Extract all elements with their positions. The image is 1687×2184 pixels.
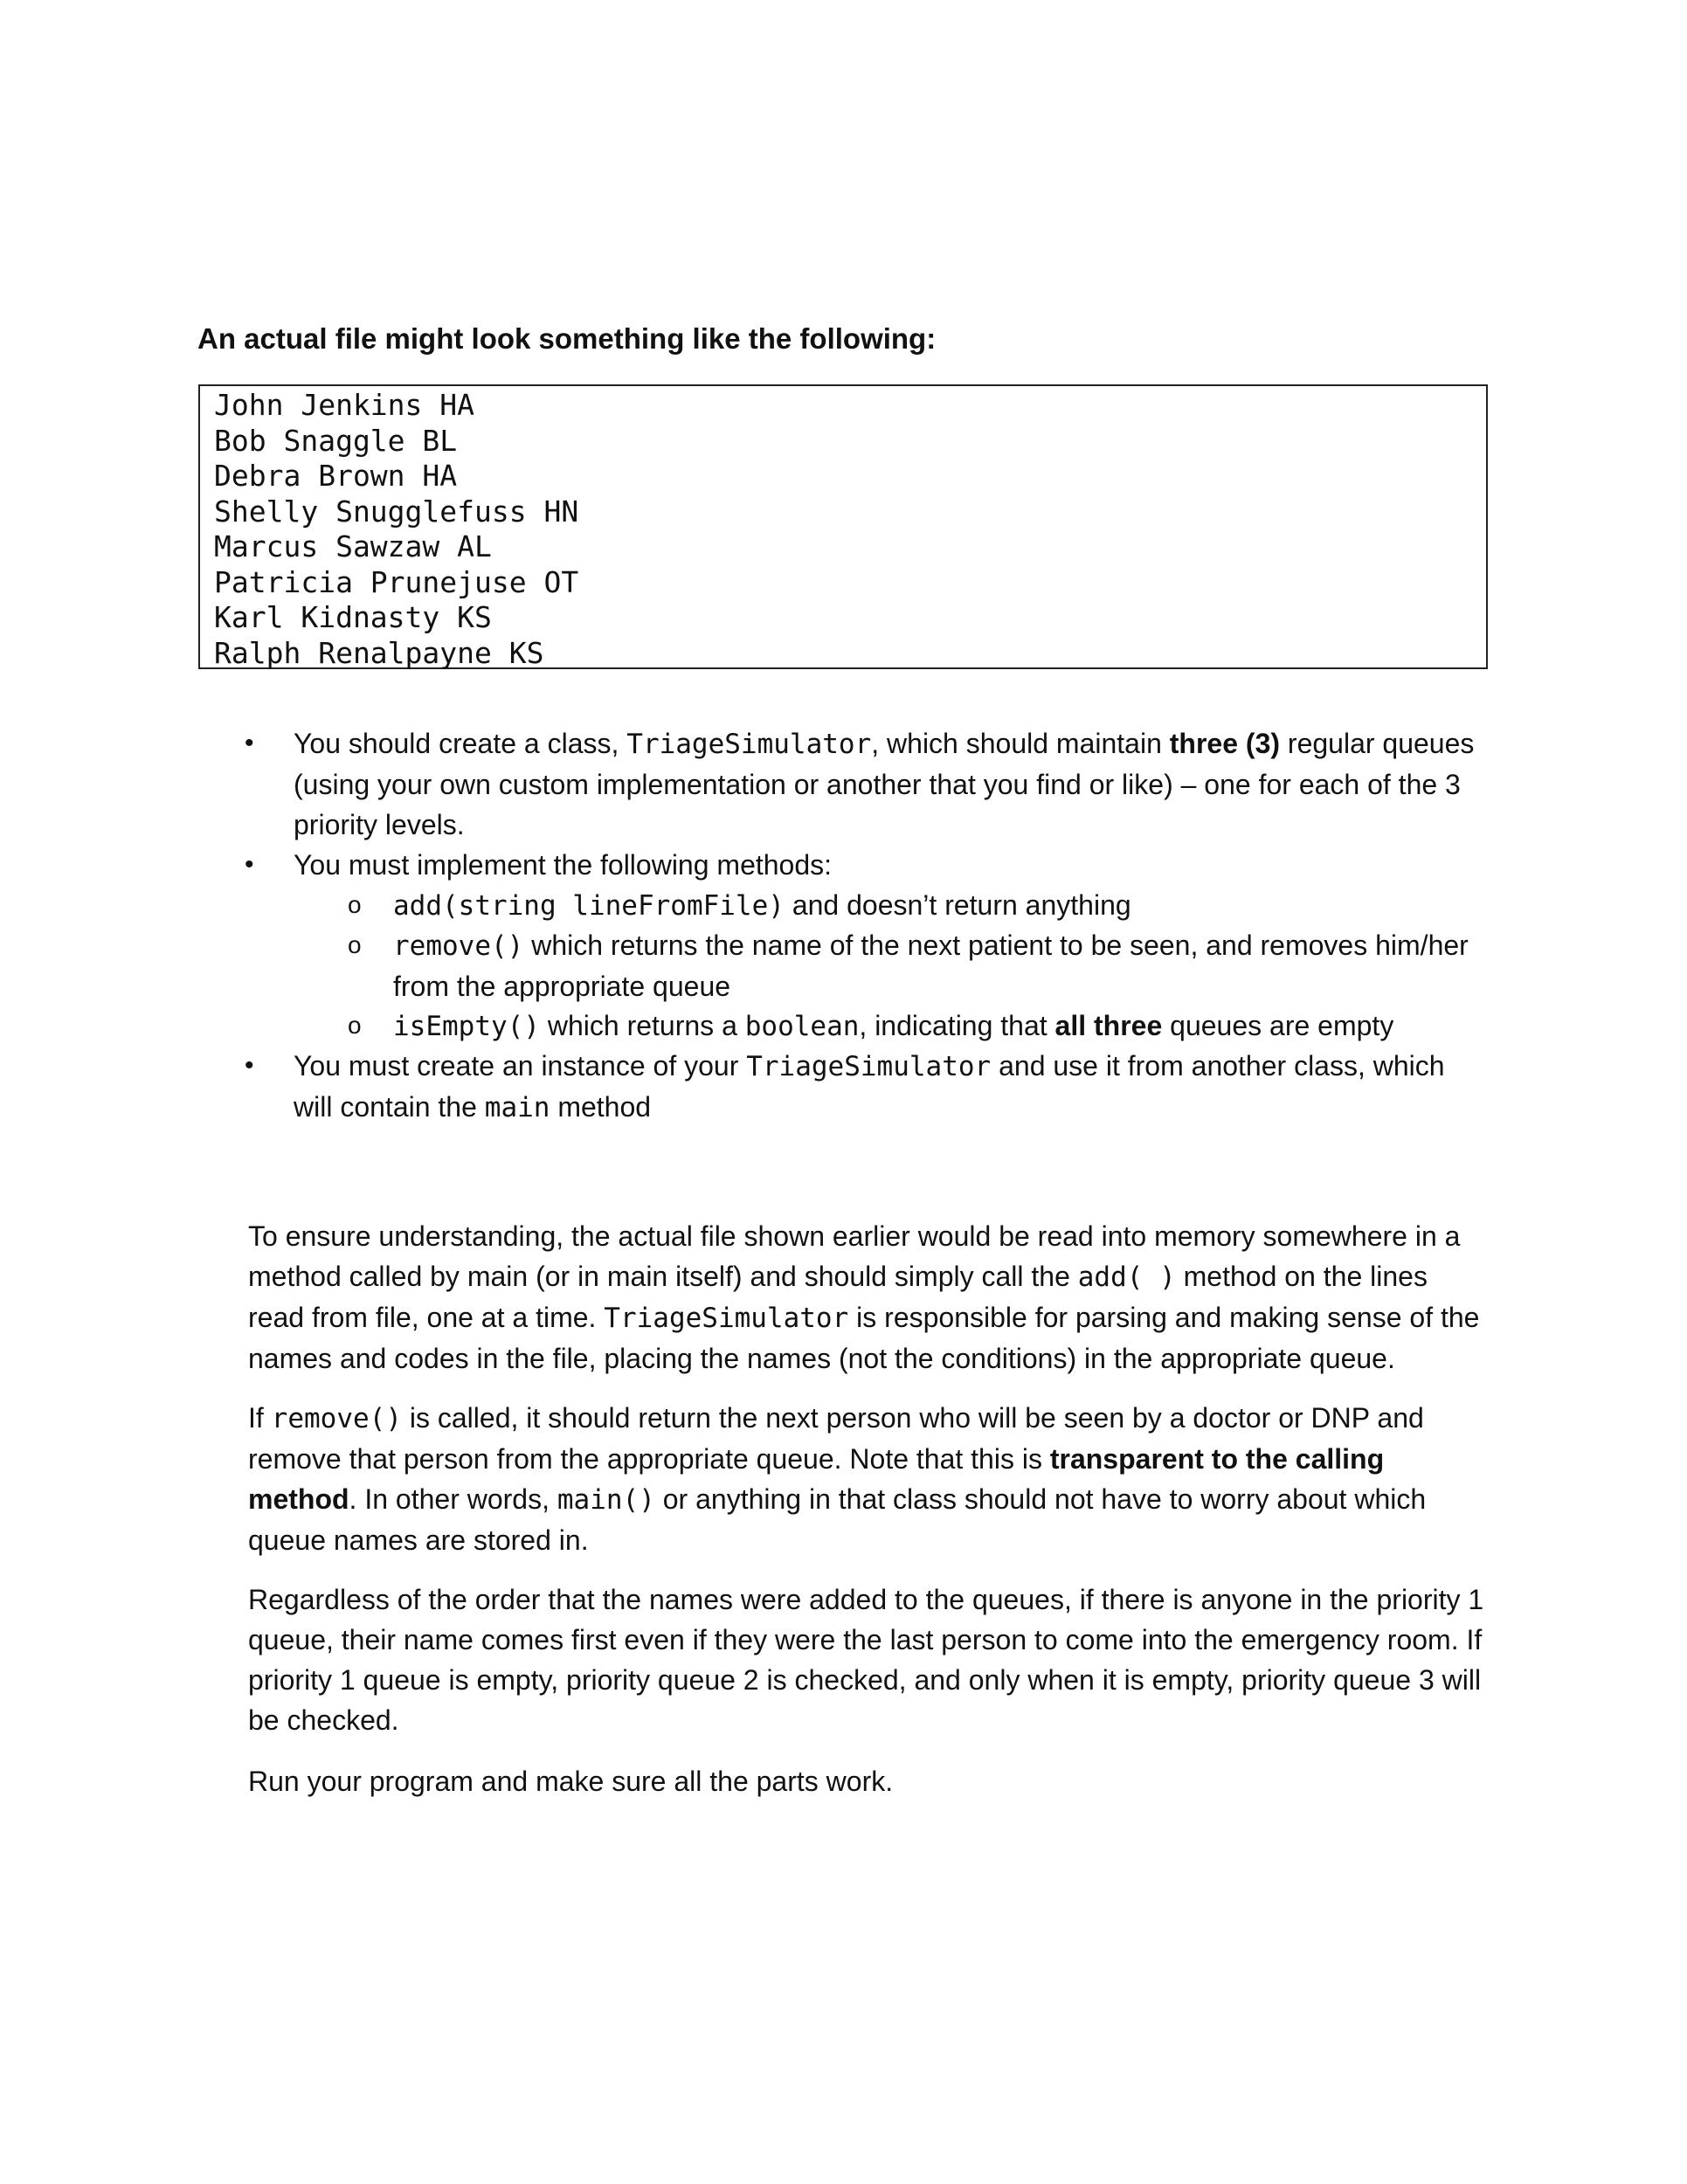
bullet-icon: • [245,729,254,757]
sub-bullet-text [393,925,1490,1006]
bold-run: three (3) [1169,728,1281,759]
code-run: isEmpty() [393,1011,540,1042]
example-file-box [198,384,1488,669]
file-line: Marcus Sawzaw AL [214,529,492,563]
sub-bullet-icon: o [348,891,362,918]
bullet-icon: • [245,1051,254,1080]
text-run: method [550,1091,652,1123]
code-run: TriageSimulator [604,1303,849,1334]
section-heading: An actual file might look something like the following: [197,322,937,355]
text-run: is called, it should return the next person who will be seen by a doctor or DNP and remove that person from the appropriate queue. Note that this is [248,1402,1424,1475]
sub-bullet-text [393,885,1490,926]
bullet-text [294,1046,1490,1128]
text-run: method on the lines read from file, one at a time. [248,1261,1428,1333]
file-line: Ralph Renalpayne KS [214,635,544,670]
bullet-text: You must implement the following methods: [294,849,833,881]
text-run: which returns a [539,1010,745,1041]
sub-bullet-icon: o [348,1012,362,1039]
paragraph: Run your program and make sure all the parts work. [248,1766,894,1797]
text-run: You should create a class, [294,728,627,759]
code-run: add(string lineFromFile) [393,890,785,922]
text-run: You must create an instance of your [294,1050,747,1082]
bullet-icon: • [245,850,254,879]
text-run: . In other words, [349,1483,557,1515]
code-run: boolean [744,1011,860,1042]
text-run: and use it from another class, which will contain the [294,1050,1445,1123]
bold-run: all three [1054,1010,1163,1041]
text-run: , indicating that [859,1010,1055,1041]
text-run: and doesn’t return anything [784,889,1131,921]
text-run: regular queues (using your own custom implementation or another that you find or like) – one for each of the 3 priority levels. [294,728,1475,840]
code-run: TriageSimulator [746,1051,992,1082]
code-run: add( ) [1077,1261,1176,1293]
file-line: Karl Kidnasty KS [214,600,492,634]
code-run: main() [557,1484,655,1516]
text-run: or anything in that class should not have to worry about which queue names are stored in. [248,1483,1427,1556]
text-run: To ensure understanding, the actual file shown earlier would be read into memory somewhere in a method called by main (or in main itself) and should simply call the [248,1220,1461,1292]
bullet-text [294,723,1490,845]
file-line: Shelly Snugglefuss HN [214,494,579,529]
text-run: , which should maintain [871,728,1170,759]
code-run: remove() [271,1403,402,1434]
code-run: remove() [393,930,524,962]
file-line: Debra Brown HA [214,459,458,493]
sub-bullet-text [393,1006,1490,1047]
paragraph: Regardless of the order that the names were added to the queues, if there is anyone in the priority 1 queue, their name comes first even if they were the last person to come into the emergency room. If priority 1 queue is empty, priority queue 2 is checked, and only when it is empty, priority queue 3 will be checked. [248,1584,1484,1736]
paragraph [248,1398,1489,1560]
text-run: is responsible for parsing and making sense of the names and codes in the file, placing the names (not the conditions) in the appropriate queue. [248,1302,1480,1374]
text-run: which returns the name of the next patient to be seen, and removes him/her from the appropriate queue [393,930,1469,1002]
sub-bullet-icon: o [348,931,362,958]
text-run: If [248,1402,272,1434]
paragraph [248,1216,1489,1379]
bold-run: transparent to the calling method [248,1443,1385,1515]
code-run: main [484,1092,550,1123]
file-line: Patricia Prunejuse OT [214,564,579,599]
file-line: John Jenkins HA [214,388,475,422]
code-run: TriageSimulator [626,729,872,760]
file-line: Bob Snaggle BL [214,423,458,458]
text-run: queues are empty [1162,1010,1394,1041]
